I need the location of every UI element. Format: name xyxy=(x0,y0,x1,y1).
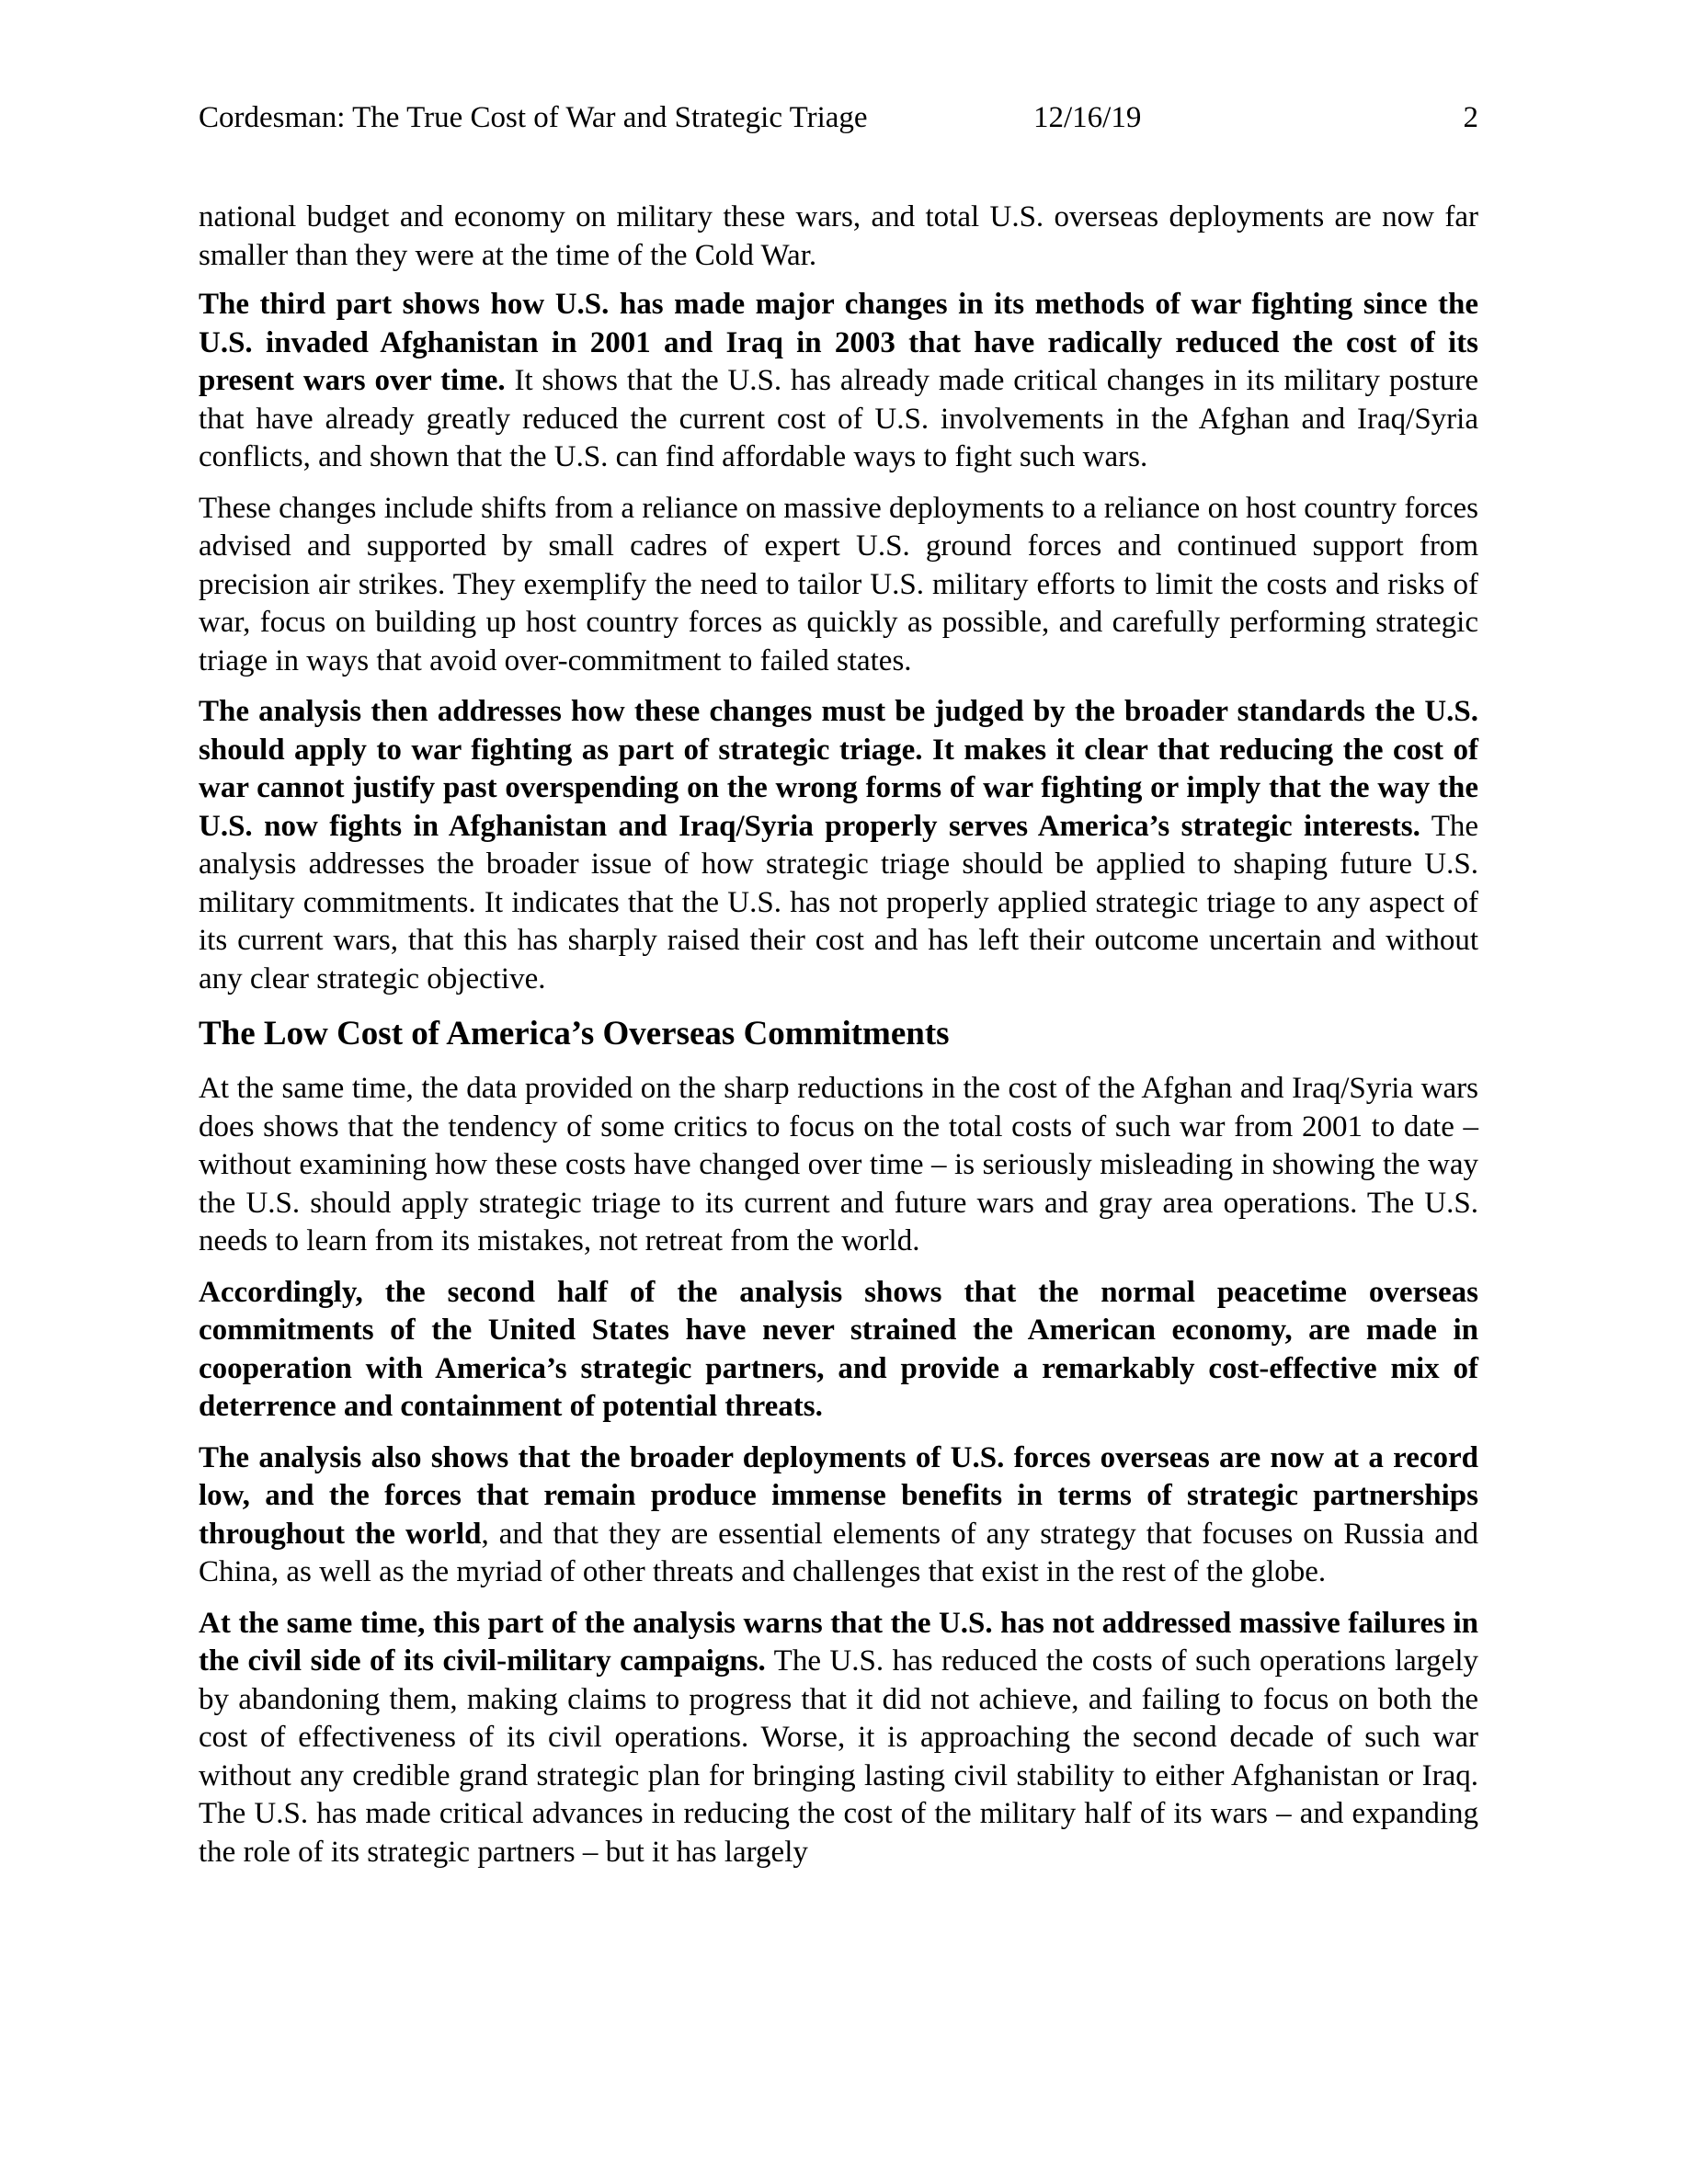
document-body xyxy=(199,199,1478,1884)
paragraph xyxy=(199,693,1478,998)
paragraph xyxy=(199,1274,1478,1427)
paragraph-bold-lead: The third part shows how U.S. has made major changes in its methods of war fighting since the U.S. invaded Afghanistan in 2001 and Iraq in 2003 that have radically reduced the cost of its present wars over time. xyxy=(199,288,1478,397)
header-date: 12/16/19 xyxy=(1033,101,1142,134)
page-number: 2 xyxy=(1463,101,1478,134)
paragraph-bold-lead: At the same time, this part of the analysis warns that the U.S. has not addressed massive failures in the civil side of its civil-military campaigns. xyxy=(199,1606,1478,1678)
paragraph-bold-lead: The analysis also shows that the broader deployments of U.S. forces overseas are now at a record low, and the forces that remain produce immense benefits in terms of strategic partnerships throughout the world xyxy=(199,1440,1478,1551)
paragraph xyxy=(199,1439,1478,1592)
paragraph-bold-lead: The analysis then addresses how these changes must be judged by the broader standards the U.S. should apply to war fighting as part of strategic triage. It makes it clear that reducing the cost of war cannot justify past overspending on the wrong forms of war fighting or imply that the way the U.S. now fights in Afghanistan and Iraq/Syria properly serves America’s strategic interests. xyxy=(199,695,1478,843)
paragraph-text: At the same time, the data provided on the sharp reductions in the cost of the Afghan and Iraq/Syria wars does shows that the tendency of some critics to focus on the total costs of such war from 2001 to date – without examining how these costs have changed over time – is seriously misleading in showing the way the U.S. should apply strategic triage to its current and future wars and gray area operations. The U.S. needs to learn from its mistakes, not retreat from the world. xyxy=(199,1072,1478,1257)
header-title: Cordesman: The True Cost of War and Strategic Triage xyxy=(199,101,868,134)
paragraph-text: These changes include shifts from a reliance on massive deployments to a reliance on host country forces advised and supported by small cadres of expert U.S. ground forces and continued support from precision air strikes. They exemplify the need to tailor U.S. military efforts to limit the costs and risks of war, focus on building up host country forces as quickly as possible, and carefully performing strategic triage in ways that avoid over-commitment to failed states. xyxy=(199,491,1478,677)
paragraph xyxy=(199,490,1478,681)
paragraph-text: The analysis addresses the broader issue of how strategic triage should be applied to shaping future U.S. military commitments. It indicates that the U.S. has not properly applied strategic triage to any aspect of its current wars, that this has sharply raised their cost and has left their outcome uncertain and without any clear strategic objective. xyxy=(199,809,1478,995)
paragraph-text: national budget and economy on military these wars, and total U.S. overseas deployments are now far smaller than they were at the time of the Cold War. xyxy=(199,200,1478,272)
running-header xyxy=(199,97,1478,138)
paragraph-text: The U.S. has reduced the costs of such operations largely by abandoning them, making claims to progress that it did not achieve, and failing to focus on both the cost of effectiveness of its civil operations. Worse, it is approaching the second decade of such war without any credible grand strategic plan for bringing lasting civil stability to either Afghanistan or Iraq. The U.S. has made critical advances in reducing the cost of the military half of its wars – and expanding the role of its strategic partners – but it has largely xyxy=(199,1644,1478,1869)
paragraph-text: It shows that the U.S. has already made critical changes in its military posture that have already greatly reduced the current cost of U.S. involvements in the Afghan and Iraq/Syria conflicts, and shown that the U.S. can find affordable ways to fight such wars. xyxy=(199,364,1478,473)
paragraph xyxy=(199,199,1478,275)
paragraph xyxy=(199,1070,1478,1261)
paragraph xyxy=(199,286,1478,477)
paragraph-text: , and that they are essential elements of any strategy that focuses on Russia and China, as well as the myriad of other threats and challenges that exist in the rest of the globe. xyxy=(199,1517,1479,1588)
paragraph xyxy=(199,1605,1478,1872)
paragraph-bold-lead: Accordingly, the second half of the analysis shows that the normal peacetime overseas commitments of the United States have never strained the American economy, are made in cooperation with America’s strategic partners, and provide a remarkably cost-effective mix of deterrence and containment of potential threats. xyxy=(199,1275,1478,1423)
section-heading: The Low Cost of America’s Overseas Commitments xyxy=(199,1015,950,1052)
